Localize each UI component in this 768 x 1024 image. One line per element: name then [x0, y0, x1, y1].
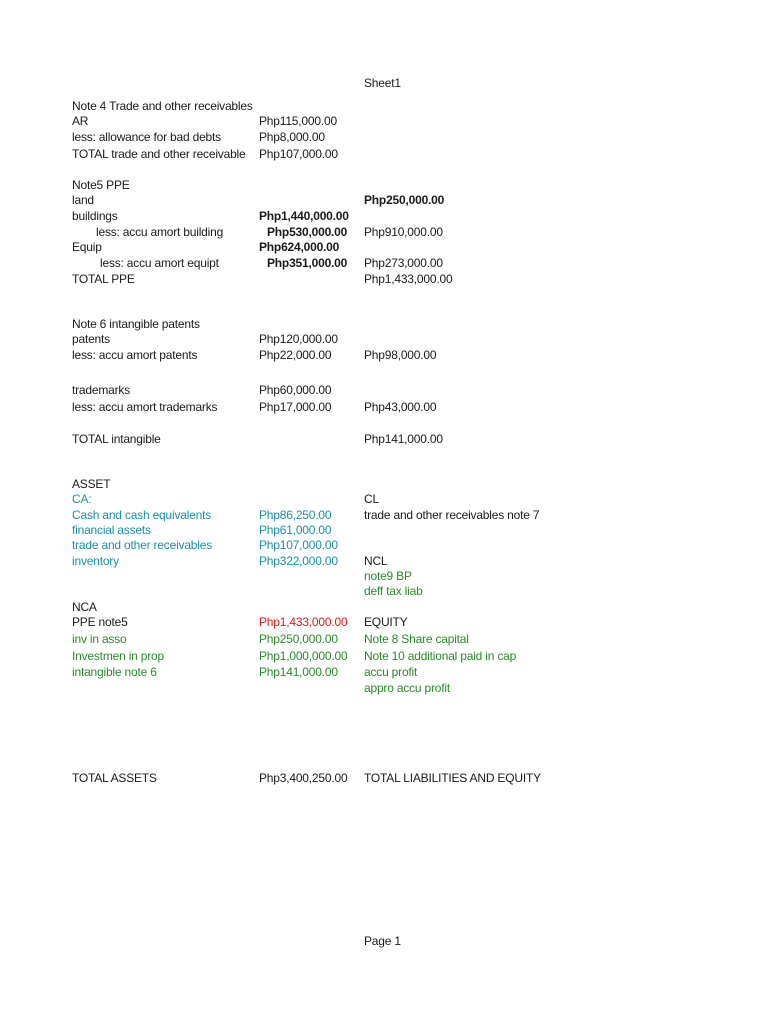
bldg-net-value: Php910,000.00	[364, 225, 443, 239]
cash-label: Cash and cash equivalents	[72, 508, 212, 522]
note4-title: Note 4 Trade and other receivables	[72, 99, 253, 113]
sheet-title: Sheet1	[364, 76, 401, 90]
tor-value: Php107,000.00	[259, 538, 338, 552]
land-label: land	[72, 193, 94, 207]
note6-title: Note 6 intangible patents	[72, 317, 200, 331]
tor-label: trade and other receivables	[72, 538, 213, 552]
inv-prop-label: Investmen in prop	[72, 649, 164, 663]
ppe-total-value: Php1,433,000.00	[364, 272, 453, 286]
share-capital-label: Note 8 Share capital	[364, 632, 469, 646]
bldg-amort-label: less: accu amort building	[96, 225, 224, 239]
equip-amort-value: Php351,000.00	[267, 256, 348, 270]
total-assets-label: TOTAL ASSETS	[72, 771, 157, 785]
ncl-heading: NCL	[364, 554, 388, 568]
note4-total-value: Php107,000.00	[259, 147, 338, 161]
cl-heading: CL	[364, 492, 379, 506]
patents-label: patents	[72, 332, 110, 346]
equity-heading: EQUITY	[364, 615, 408, 629]
page-footer: Page 1	[364, 934, 401, 948]
nca-heading: NCA	[72, 600, 97, 614]
ppe-total-label: TOTAL PPE	[72, 272, 135, 286]
inv-asso-label: inv in asso	[72, 632, 127, 646]
tm-amort-value: Php17,000.00	[259, 400, 332, 414]
intangible-note6-label: intangible note 6	[72, 665, 157, 679]
ppe-note5-value: Php1,433,000.00	[259, 615, 348, 629]
apic-label: Note 10 additional paid in cap	[364, 649, 517, 663]
buildings-label: buildings	[72, 209, 118, 223]
intangible-total-value: Php141,000.00	[364, 432, 443, 446]
ppe-note5-label: PPE note5	[72, 615, 128, 629]
ca-heading: CA:	[72, 492, 92, 506]
asset-heading: ASSET	[72, 477, 111, 491]
equip-amort-label: less: accu amort equipt	[100, 256, 219, 270]
ar-label: AR	[72, 114, 89, 128]
land-value: Php250,000.00	[364, 193, 445, 207]
cl-tor-label: trade and other receivables note 7	[364, 508, 540, 522]
patents-value: Php120,000.00	[259, 332, 338, 346]
total-assets-value: Php3,400,250.00	[259, 771, 348, 785]
accu-profit-label: accu profit	[364, 665, 418, 679]
inv-asso-value: Php250,000.00	[259, 632, 338, 646]
patents-amort-label: less: accu amort patents	[72, 348, 198, 362]
total-le-label: TOTAL LIABILITIES AND EQUITY	[364, 771, 541, 785]
trademarks-label: trademarks	[72, 383, 131, 397]
appro-profit-label: appro accu profit	[364, 681, 450, 695]
dtl-label: deff tax liab	[364, 584, 423, 598]
bldg-amort-value: Php530,000.00	[267, 225, 348, 239]
inv-prop-value: Php1,000,000.00	[259, 649, 348, 663]
equip-value: Php624,000.00	[259, 240, 340, 254]
equip-net-value: Php273,000.00	[364, 256, 443, 270]
cash-value: Php86,250.00	[259, 508, 332, 522]
ar-value: Php115,000.00	[259, 114, 337, 128]
patents-amort-value: Php22,000.00	[259, 348, 332, 362]
buildings-value: Php1,440,000.00	[259, 209, 349, 223]
financial-assets-label: financial assets	[72, 523, 151, 537]
allowance-value: Php8,000.00	[259, 130, 325, 144]
intangible-note6-value: Php141,000.00	[259, 665, 338, 679]
tm-net-value: Php43,000.00	[364, 400, 437, 414]
inventory-label: inventory	[72, 554, 119, 568]
note4-total-label: TOTAL trade and other receivable	[72, 147, 246, 161]
patents-net-value: Php98,000.00	[364, 348, 437, 362]
financial-assets-value: Php61,000.00	[259, 523, 332, 537]
note5-title: Note5 PPE	[72, 178, 130, 192]
equip-label: Equip	[72, 240, 102, 254]
bp-label: note9 BP	[364, 569, 412, 583]
inventory-value: Php322,000.00	[259, 554, 338, 568]
allowance-label: less: allowance for bad debts	[72, 130, 221, 144]
tm-amort-label: less: accu amort trademarks	[72, 400, 218, 414]
intangible-total-label: TOTAL intangible	[72, 432, 161, 446]
trademarks-value: Php60,000.00	[259, 383, 332, 397]
